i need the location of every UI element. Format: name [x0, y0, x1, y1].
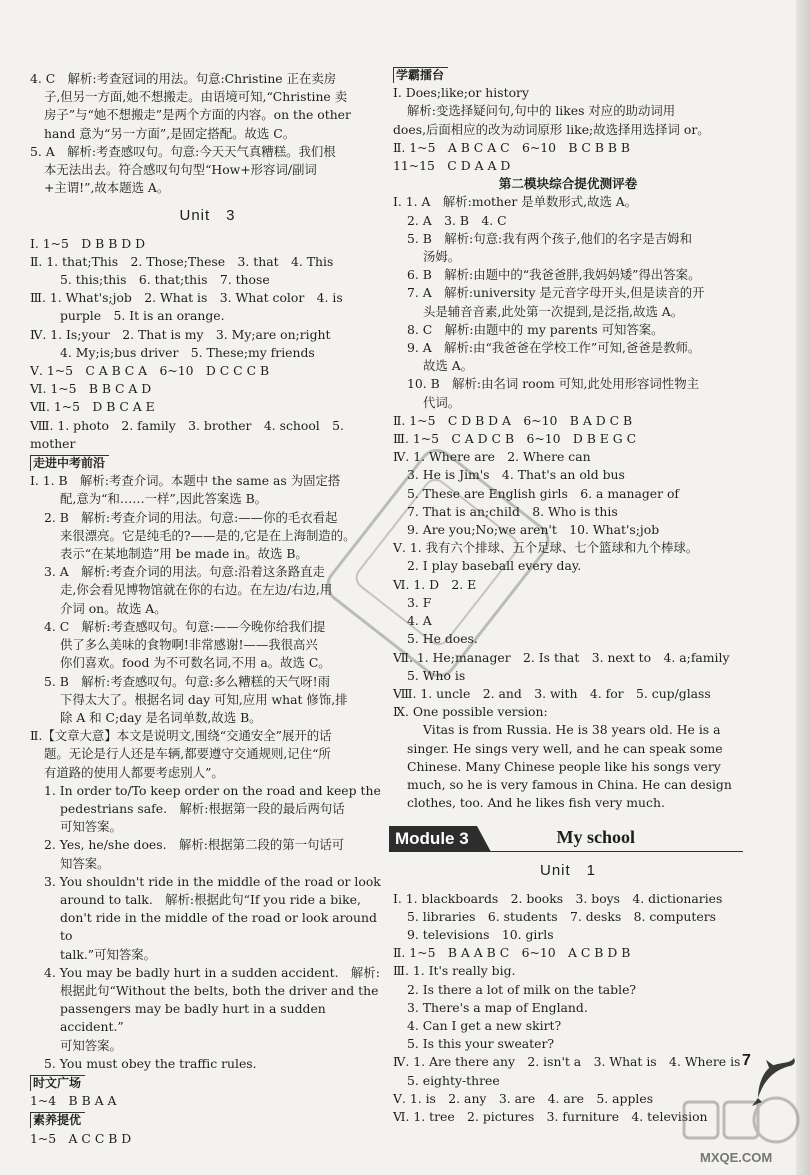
answer-line: Ⅱ. 1~5 B A A B C 6~10 A C B D B	[393, 945, 631, 961]
text-line: 介词 on。故选 A。	[60, 600, 167, 616]
watermark-url: MXQE.COM	[700, 1150, 773, 1165]
answer-line: Ⅰ. 1~5 D B B D D	[30, 235, 146, 251]
text-line: 知答案。	[60, 855, 110, 871]
essay-line: much, so he is very famous in China. He can design	[407, 776, 732, 792]
text-line: 根据此句“Without the belts, both the driver and the	[60, 982, 379, 998]
answer-line: Ⅴ. 1. is 2. any 3. are 4. are 5. apples	[393, 1090, 654, 1106]
text-line: Ⅱ.【文章大意】本文是说明文,围绕“交通安全”展开的话	[30, 728, 332, 744]
left-column	[30, 70, 385, 1148]
text-line: +主谓!”,故本题选 A。	[44, 180, 170, 196]
book-spine-shadow	[796, 0, 810, 1175]
module-banner	[389, 826, 743, 852]
text-line: does,后面相应的改为动词原形 like;故选择用选择词 or。	[393, 121, 710, 137]
text-line: 7. A 解析:university 是元音字母开头,但是读音的开	[407, 285, 705, 301]
answer-line: 3. There's a map of England.	[407, 999, 588, 1015]
sample-essay	[393, 721, 743, 812]
answer-line: Ⅱ. 1. that;This 2. Those;These 3. that 4. This	[30, 253, 334, 269]
unit-title: Unit 3	[179, 207, 236, 225]
text-line: passengers may be badly hurt in a sudden accident.”	[60, 1001, 326, 1035]
answer-line: Ⅰ. 1. blackboards 2. books 3. boys 4. dictionaries	[393, 890, 723, 906]
answer-line: 9. Are you;No;we aren't 10. What's;job	[407, 522, 660, 538]
answer-line: Ⅴ. 1. 我有六个排球、五个足球、七个篮球和九个棒球。	[393, 540, 699, 556]
section-header-xueba: 学霸擂台	[393, 67, 448, 83]
test-title: 第二模块综合提优测评卷	[498, 176, 638, 192]
text-line: around to talk. 解析:根据此句“If you ride a bike,	[60, 891, 361, 907]
q4-block	[30, 70, 385, 143]
section-header-zhongkao: 走进中考前沿	[30, 455, 109, 471]
passage-summary	[30, 727, 385, 782]
answer-line: Ⅵ. 1. tree 2. pictures 3. furniture 4. television	[393, 1108, 708, 1124]
page-number: 7	[742, 1052, 751, 1069]
module-title: My school	[556, 827, 635, 848]
watermark-logo-icon	[680, 1090, 800, 1150]
answer-line: 2. I play baseball every day.	[407, 558, 582, 574]
module-underline	[479, 851, 743, 852]
section-header-suyang: 素养提优	[30, 1112, 85, 1128]
answer-line: 5. libraries 6. students 7. desks 8. computers	[407, 908, 717, 924]
text-line: pedestrians safe. 解析:根据第一段的最后两句话	[60, 800, 345, 816]
text-line: Ⅰ. 1. A 解析:mother 是单数形式,故选 A。	[393, 194, 638, 210]
unit-title: Unit 1	[539, 862, 597, 880]
answer-line: 5. this;this 6. that;this 7. those	[60, 272, 270, 288]
answer-line: 1~4 B B A A	[30, 1093, 117, 1109]
text-line: 子,但另一方面,她不想搬走。由语境可知,“Christine 卖	[44, 89, 348, 105]
text-line: 你们喜欢。food 为不可数名词,不用 a。故选 C。	[60, 655, 331, 671]
text-line: 表示“在某地制造”用 be made in。故选 B。	[60, 546, 308, 562]
answer-line: Ⅷ. 1. photo 2. family 3. brother 4. school 5. mother	[30, 417, 344, 451]
text-line: hand 意为“另一方面”,是固定搭配。故选 C。	[44, 125, 296, 141]
text-line: 10. B 解析:由名词 room 可知,此处用形容词性物主	[407, 376, 699, 392]
text-line: don't ride in the middle of the road or look around to	[60, 910, 377, 944]
text-line: 头是辅音音素,此处第一次提到,是泛指,故选 A。	[423, 303, 684, 319]
answer-line: 5. These are English girls 6. a manager of	[407, 485, 680, 501]
text-line: 4. You may be badly hurt in a sudden accident. 解析:	[44, 964, 380, 980]
essay-line: singer. He sings very well, and he can speak some	[407, 740, 723, 756]
text-line: 房子”与“她不想搬走”是两个方面的内容。on the other	[44, 107, 351, 123]
answer-line: Ⅲ. 1~5 C A D C B 6~10 D B E G C	[393, 431, 637, 447]
answer-line: purple 5. It is an orange.	[60, 308, 225, 324]
answer-line: 9. televisions 10. girls	[407, 926, 554, 942]
text-line: 6. B 解析:由题中的“我爸爸胖,我妈妈矮”得出答案。	[407, 267, 701, 283]
text-line: 配,意为“和……一样”,因此答案选 B。	[60, 491, 268, 507]
answer-line: Ⅵ. 1. D 2. E	[393, 576, 477, 592]
answer-line: 5. Who is	[407, 667, 466, 683]
text-line: 解析:变选择疑问句,句中的 likes 对应的助动词用	[407, 103, 676, 119]
answer-line: Ⅳ. 1. Is;your 2. That is my 3. My;are on;right	[30, 326, 331, 342]
answer-line: Ⅱ. 1~5 C D B D A 6~10 B A D C B	[393, 412, 633, 428]
text-line: 2. A 3. B 4. C	[407, 212, 507, 228]
answer-line: 4. My;is;bus driver 5. These;my friends	[60, 344, 315, 360]
reading-answers	[30, 782, 385, 1073]
answer-line: 5. Is this your sweater?	[407, 1036, 555, 1052]
essay-line: Chinese. Many Chinese people like his songs very	[407, 758, 721, 774]
essay-line: clothes, too. And he likes fish very much.	[407, 795, 665, 811]
answer-line: Ⅷ. 1. uncle 2. and 3. with 4. for 5. cup/glass	[393, 685, 711, 701]
text-line: 5. You must obey the traffic rules.	[44, 1055, 257, 1071]
module-tag: Module 3	[389, 826, 477, 852]
answer-line: Ⅳ. 1. Where are 2. Where can	[393, 449, 591, 465]
answer-line: 2. Is there a lot of milk on the table?	[407, 981, 637, 997]
text-line: 3. A 解析:考查介词的用法。句意:沿着这条路直走	[44, 564, 325, 580]
answer-line: Ⅵ. 1~5 B B C A D	[30, 381, 152, 397]
text-line: 供了多么美味的食物啊!非常感谢!——我很高兴	[60, 637, 318, 653]
answer-line: Ⅲ. 1. It's really big.	[393, 963, 516, 979]
text-line: 4. C 解析:考查感叹句。句意:——今晚你给我们提	[44, 618, 326, 634]
answer-line: Ⅲ. 1. What's;job 2. What is 3. What color 4. is	[30, 290, 343, 306]
text-line: 故选 A。	[423, 358, 474, 374]
text-line: 下得太大了。根据名词 day 可知,应用 what 修饰,排	[60, 691, 348, 707]
text-line: 8. C 解析:由题中的 my parents 可知答案。	[407, 321, 664, 337]
answer-line: Ⅴ. 1~5 C A B C A 6~10 D C C C B	[30, 363, 270, 379]
text-line: 2. B 解析:考查介词的用法。句意:——你的毛衣看起	[44, 509, 338, 525]
text-line: 除 A 和 C;day 是名词单数,故选 B。	[60, 709, 262, 725]
text-line: 4. C 解析:考查冠词的用法。句意:Christine 正在卖房	[30, 71, 337, 86]
answer-line: 4. A	[407, 613, 432, 629]
text-line: 代词。	[423, 394, 461, 410]
text-line: 1. In order to/To keep order on the road and keep the	[44, 782, 381, 798]
answer-line: Ⅶ. 1~5 D B C A E	[30, 399, 155, 415]
text-line: 可知答案。	[60, 1037, 122, 1053]
text-line: 2. Yes, he/she does. 解析:根据第二段的第一句话可	[44, 837, 345, 853]
zhongkao-answers	[30, 472, 385, 727]
text-line: 5. B 解析:句意:我有两个孩子,他们的名字是吉姆和	[407, 230, 692, 246]
text-line: 5. B 解析:考查感叹句。句意:多么糟糕的天气呀!雨	[44, 673, 331, 689]
text-line: 走,你会看见博物馆就在你的右边。在左边/右边,用	[60, 582, 333, 598]
essay-line: Vitas is from Russia. He is 38 years old. He is a	[423, 722, 721, 738]
text-line: 本无法出去。符合感叹句句型“How+形容词/副词	[44, 162, 317, 178]
text-line: 来很漂亮。它是纯毛的?——是的,它是在上海制造的。	[60, 527, 356, 543]
answer-line: 3. He is Jim's 4. That's an old bus	[407, 467, 625, 483]
text-line: 5. A 解析:考查感叹句。句意:今天天气真糟糕。我们根	[30, 143, 336, 159]
answer-line: 1~5 A C C B D	[30, 1130, 132, 1146]
answer-line: 5. He does.	[407, 631, 478, 647]
answer-line: Ⅸ. One possible version:	[393, 704, 548, 720]
answer-line: 11~15 C D A A D	[393, 158, 511, 174]
text-line: talk.”可知答案。	[60, 946, 157, 962]
text-line: 题。无论是行人还是车辆,都要遵守交通规则,记住“所	[44, 746, 331, 762]
q5-block	[30, 143, 385, 198]
text-line: 可知答案。	[60, 819, 122, 835]
answer-line: Ⅳ. 1. Are there any 2. isn't a 3. What is 4. Where is	[393, 1054, 741, 1070]
text-line: 3. You shouldn't ride in the middle of the road or look	[44, 873, 381, 889]
answer-line: 4. Can I get a new skirt?	[407, 1017, 562, 1033]
text-line: Ⅰ. 1. B 解析:考查介词。本题中 the same as 为固定搭	[30, 473, 341, 489]
text-line: 汤姆。	[423, 249, 461, 265]
answer-line: Ⅶ. 1. He;manager 2. Is that 3. next to 4. a;family	[393, 649, 730, 665]
unit3-answers	[30, 235, 385, 453]
answer-line: 3. F	[407, 594, 432, 610]
text-line: 有道路的使用人都要考虑别人”。	[44, 764, 224, 780]
text-line: 9. A 解析:由“我爸爸在学校工作”可知,爸爸是教师。	[407, 340, 701, 356]
answer-line: 7. That is an;child 8. Who is this	[407, 503, 618, 519]
text-line: Ⅰ. Does;like;or history	[393, 85, 529, 101]
answer-line: 5. eighty-three	[407, 1072, 500, 1088]
section-header-shiwen: 时文广场	[30, 1075, 85, 1091]
answer-line: Ⅱ. 1~5 A B C A C 6~10 B C B B B	[393, 139, 631, 155]
